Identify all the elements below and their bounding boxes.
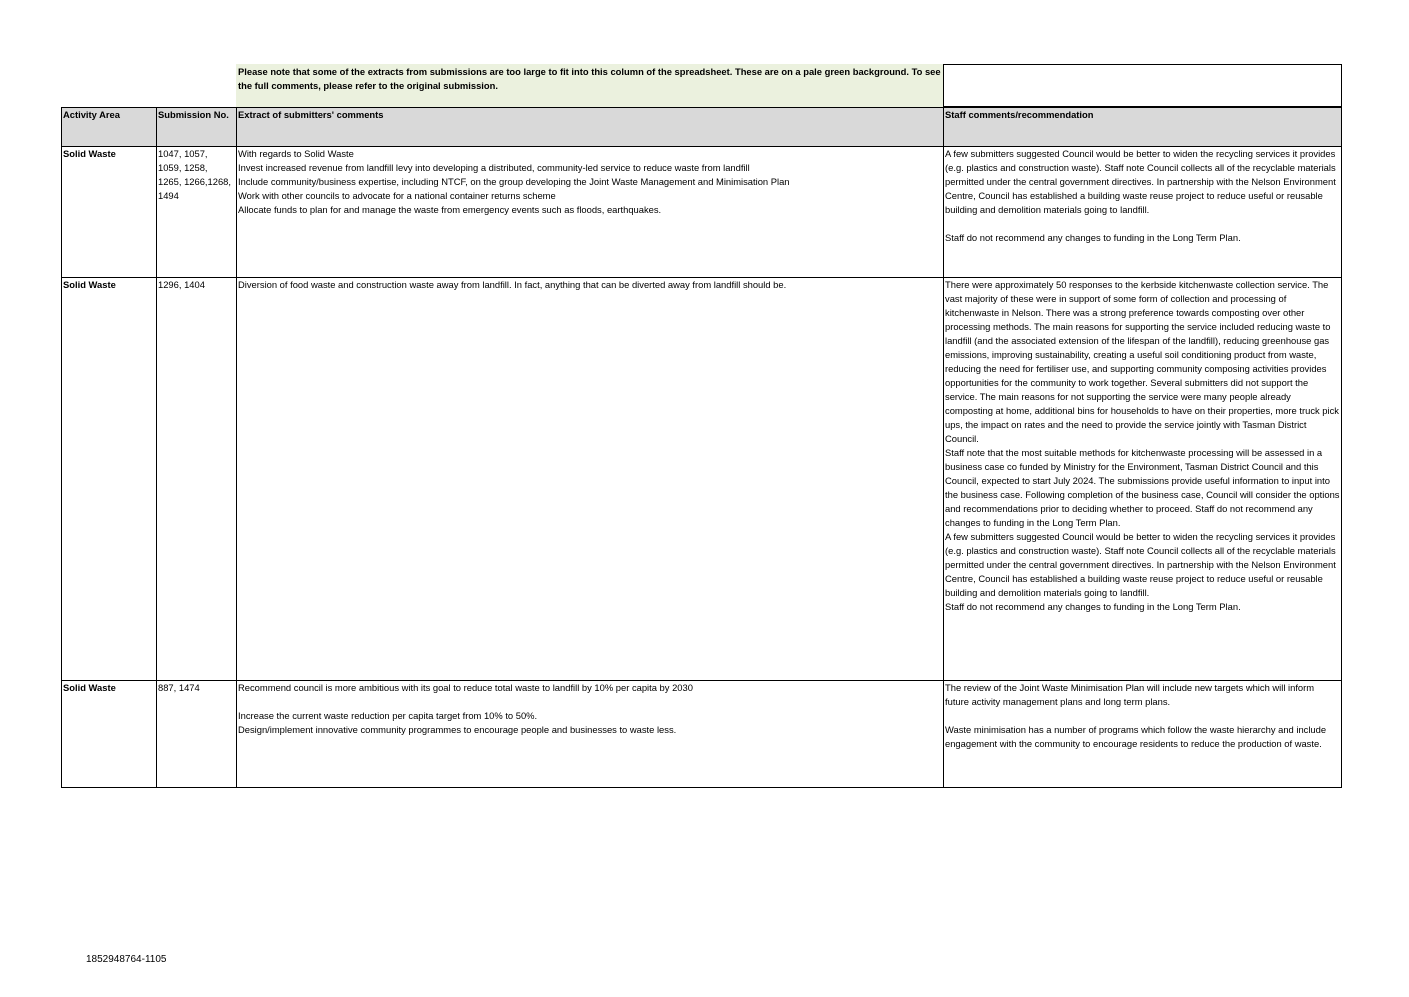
grid-line-col-right	[1341, 107, 1342, 788]
grid-line-table-bottom	[61, 787, 1342, 788]
header-staff-comments: Staff comments/recommendation	[945, 109, 1094, 120]
header-submission-no: Submission No.	[158, 109, 229, 120]
grid-line-row-2-bottom	[61, 680, 1342, 681]
grid-line-col-2	[236, 107, 237, 788]
row-2-submission-no: 1296, 1404	[158, 279, 205, 290]
row-3-activity-area: Solid Waste	[63, 682, 116, 693]
document-id: 1852948764-1105	[86, 954, 167, 965]
row-2-activity-area: Solid Waste	[63, 279, 116, 290]
row-3-staff-comments: The review of the Joint Waste Minimisation Plan will include new targets which will inform future activity management plans and long term plans. Waste minimisation has a number of programs which follow the waste hierarchy and include engagement with the community to encourage residents to reduce the production of waste.	[945, 682, 1327, 749]
grid-line-header-top	[61, 107, 1342, 108]
header-activity-area: Activity Area	[63, 109, 120, 120]
grid-line-header-bottom	[61, 146, 1342, 147]
grid-line-row-1-bottom	[61, 277, 1342, 278]
spreadsheet-note: Please note that some of the extracts from submissions are too large to fit into this column of the spreadsheet. These are on a pale green background. To see the full comments, please refer to the original submission.	[236, 64, 943, 107]
row-1-submission-no: 1047, 1057, 1059, 1258, 1265, 1266,1268, 1494	[158, 148, 231, 201]
staff-header-spacer	[943, 64, 1342, 107]
grid-line-col-3	[943, 107, 944, 788]
row-2-staff-comments: There were approximately 50 responses to the kerbside kitchenwaste collection service. The vast majority of these were in support of some form of collection and processing of kitchenwaste in Nelson. There was a strong preference towards composting over other processing methods. The main reasons for supporting the service included reducing waste to landfill (and the associated extension of the lifespan of the landfill), reducing greenhouse gas emissions, improving sustainability, creating a useful soil conditioning product from waste, reducing the need for fertiliser use, and supporting community composing activities provides opportunities for the community to work together. Several submitters did not support the service. The main reasons for not supporting the service were many people already composting at home, additional bins for households to have on their properties, more truck pick ups, the impact on rates and the need to provide the service jointly with Tasman District Council. Staff note that the most suitable methods for kitchenwaste processing will be assessed in a business case co funded by Ministry for the Environment, Tasman District Council and this Council, expected to start July 2024. The submissions provide useful information to input into the business case. Following completion of the business case, Council will consider the options and recommendations prior to deciding whether to proceed. Staff do not recommend any changes to funding in the Long Term Plan. A few submitters suggested Council would be better to widen the recycling services it provides (e.g. plastics and construction waste). Staff note Council collects all of the recyclable materials permitted under the central government directives. In partnership with the Nelson Environment Centre, Council has established a building waste reuse project to reduce useful or reusable building and demolition materials going to landfill. Staff do not recommend any changes to funding in the Long Term Plan.	[945, 279, 1340, 612]
grid-line-col-1	[156, 107, 157, 788]
grid-line-col-left	[61, 107, 62, 788]
row-1-staff-comments: A few submitters suggested Council would be better to widen the recycling services it provides (e.g. plastics and construction waste). Staff note Council collects all of the recyclable materials permitted under the central government directives. In partnership with the Nelson Environment Centre, Council has established a building waste reuse project to reduce useful or reusable building and demolition materials going to landfill. Staff do not recommend any changes to funding in the Long Term Plan.	[945, 148, 1336, 243]
row-3-extract: Recommend council is more ambitious with its goal to reduce total waste to landfill by 10% per capita by 2030 Increase the current waste reduction per capita target from 10% to 50%. Design/implement innovative community programmes to encourage people and businesses to waste less.	[238, 682, 693, 735]
row-1-activity-area: Solid Waste	[63, 148, 116, 159]
row-2-extract: Diversion of food waste and construction waste away from landfill. In fact, anything that can be diverted away from landfill should be.	[238, 279, 787, 290]
row-3-submission-no: 887, 1474	[158, 682, 200, 693]
row-1-extract: With regards to Solid Waste Invest increased revenue from landfill levy into developing a distributed, community-led service to reduce waste from landfill Include community/business expertise, including NTCF, on the group developing the Joint Waste Management and Minimisation Plan Work with other councils to advocate for a national container returns scheme Allocate funds to plan for and manage the waste from emergency events such as floods, earthquakes.	[238, 148, 790, 215]
header-extract: Extract of submitters' comments	[238, 109, 384, 120]
